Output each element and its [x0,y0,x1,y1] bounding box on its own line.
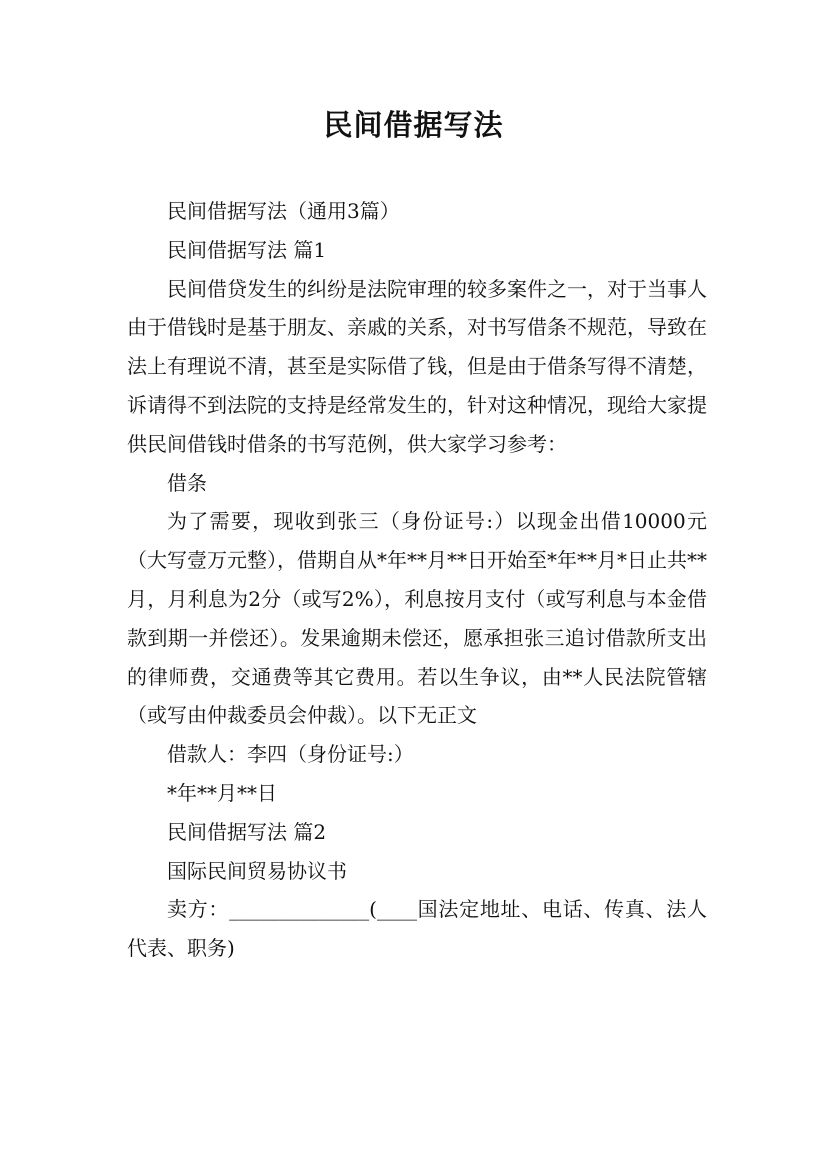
document-body [127,192,707,968]
document-title: 民间借据写法 [323,108,504,142]
iou-heading: 借条 [167,470,207,495]
agreement-title: 国际民间贸易协议书 [167,858,347,883]
iou-body-paragraph: 为了需要，现收到张三（身份证号:）以现金出借10000元（大写壹万元整），借期自从*年**月**日开始至*年**月*日止共**月，月利息为2分（或写2%），利息按月支付（或写利息与本金借款到期一并偿还）。发果逾期未偿还，愿承担张三追讨借款所支出的律师费，交通费等其它费用。若以生争议，由**人民法院管辖（或写由仲裁委员会仲裁）。以下无正文 [127,509,707,728]
section-heading-1: 民间借据写法 篇1 [167,237,327,262]
date-line: *年**月**日 [167,780,277,805]
subtitle-paragraph: 民间借据写法（通用3篇） [167,199,400,223]
borrower-line: 借款人：李四（身份证号:） [167,742,414,767]
section-heading-2: 民间借据写法 篇2 [167,819,327,844]
intro-paragraph: 民间借贷发生的纠纷是法院审理的较多案件之一，对于当事人由于借钱时是基于朋友、亲戚的关系，对书写借条不规范，导致在法上有理说不清，甚至是实际借了钱，但是由于借条写得不清楚，诉请得不到法院的支持是经常发生的，针对这种情况，现给大家提供民间借钱时借条的书写范例，供大家学习参考： [127,276,707,456]
seller-line: 卖方：______________(____国法定地址、电话、传真、法人代表、职务) [127,897,707,961]
